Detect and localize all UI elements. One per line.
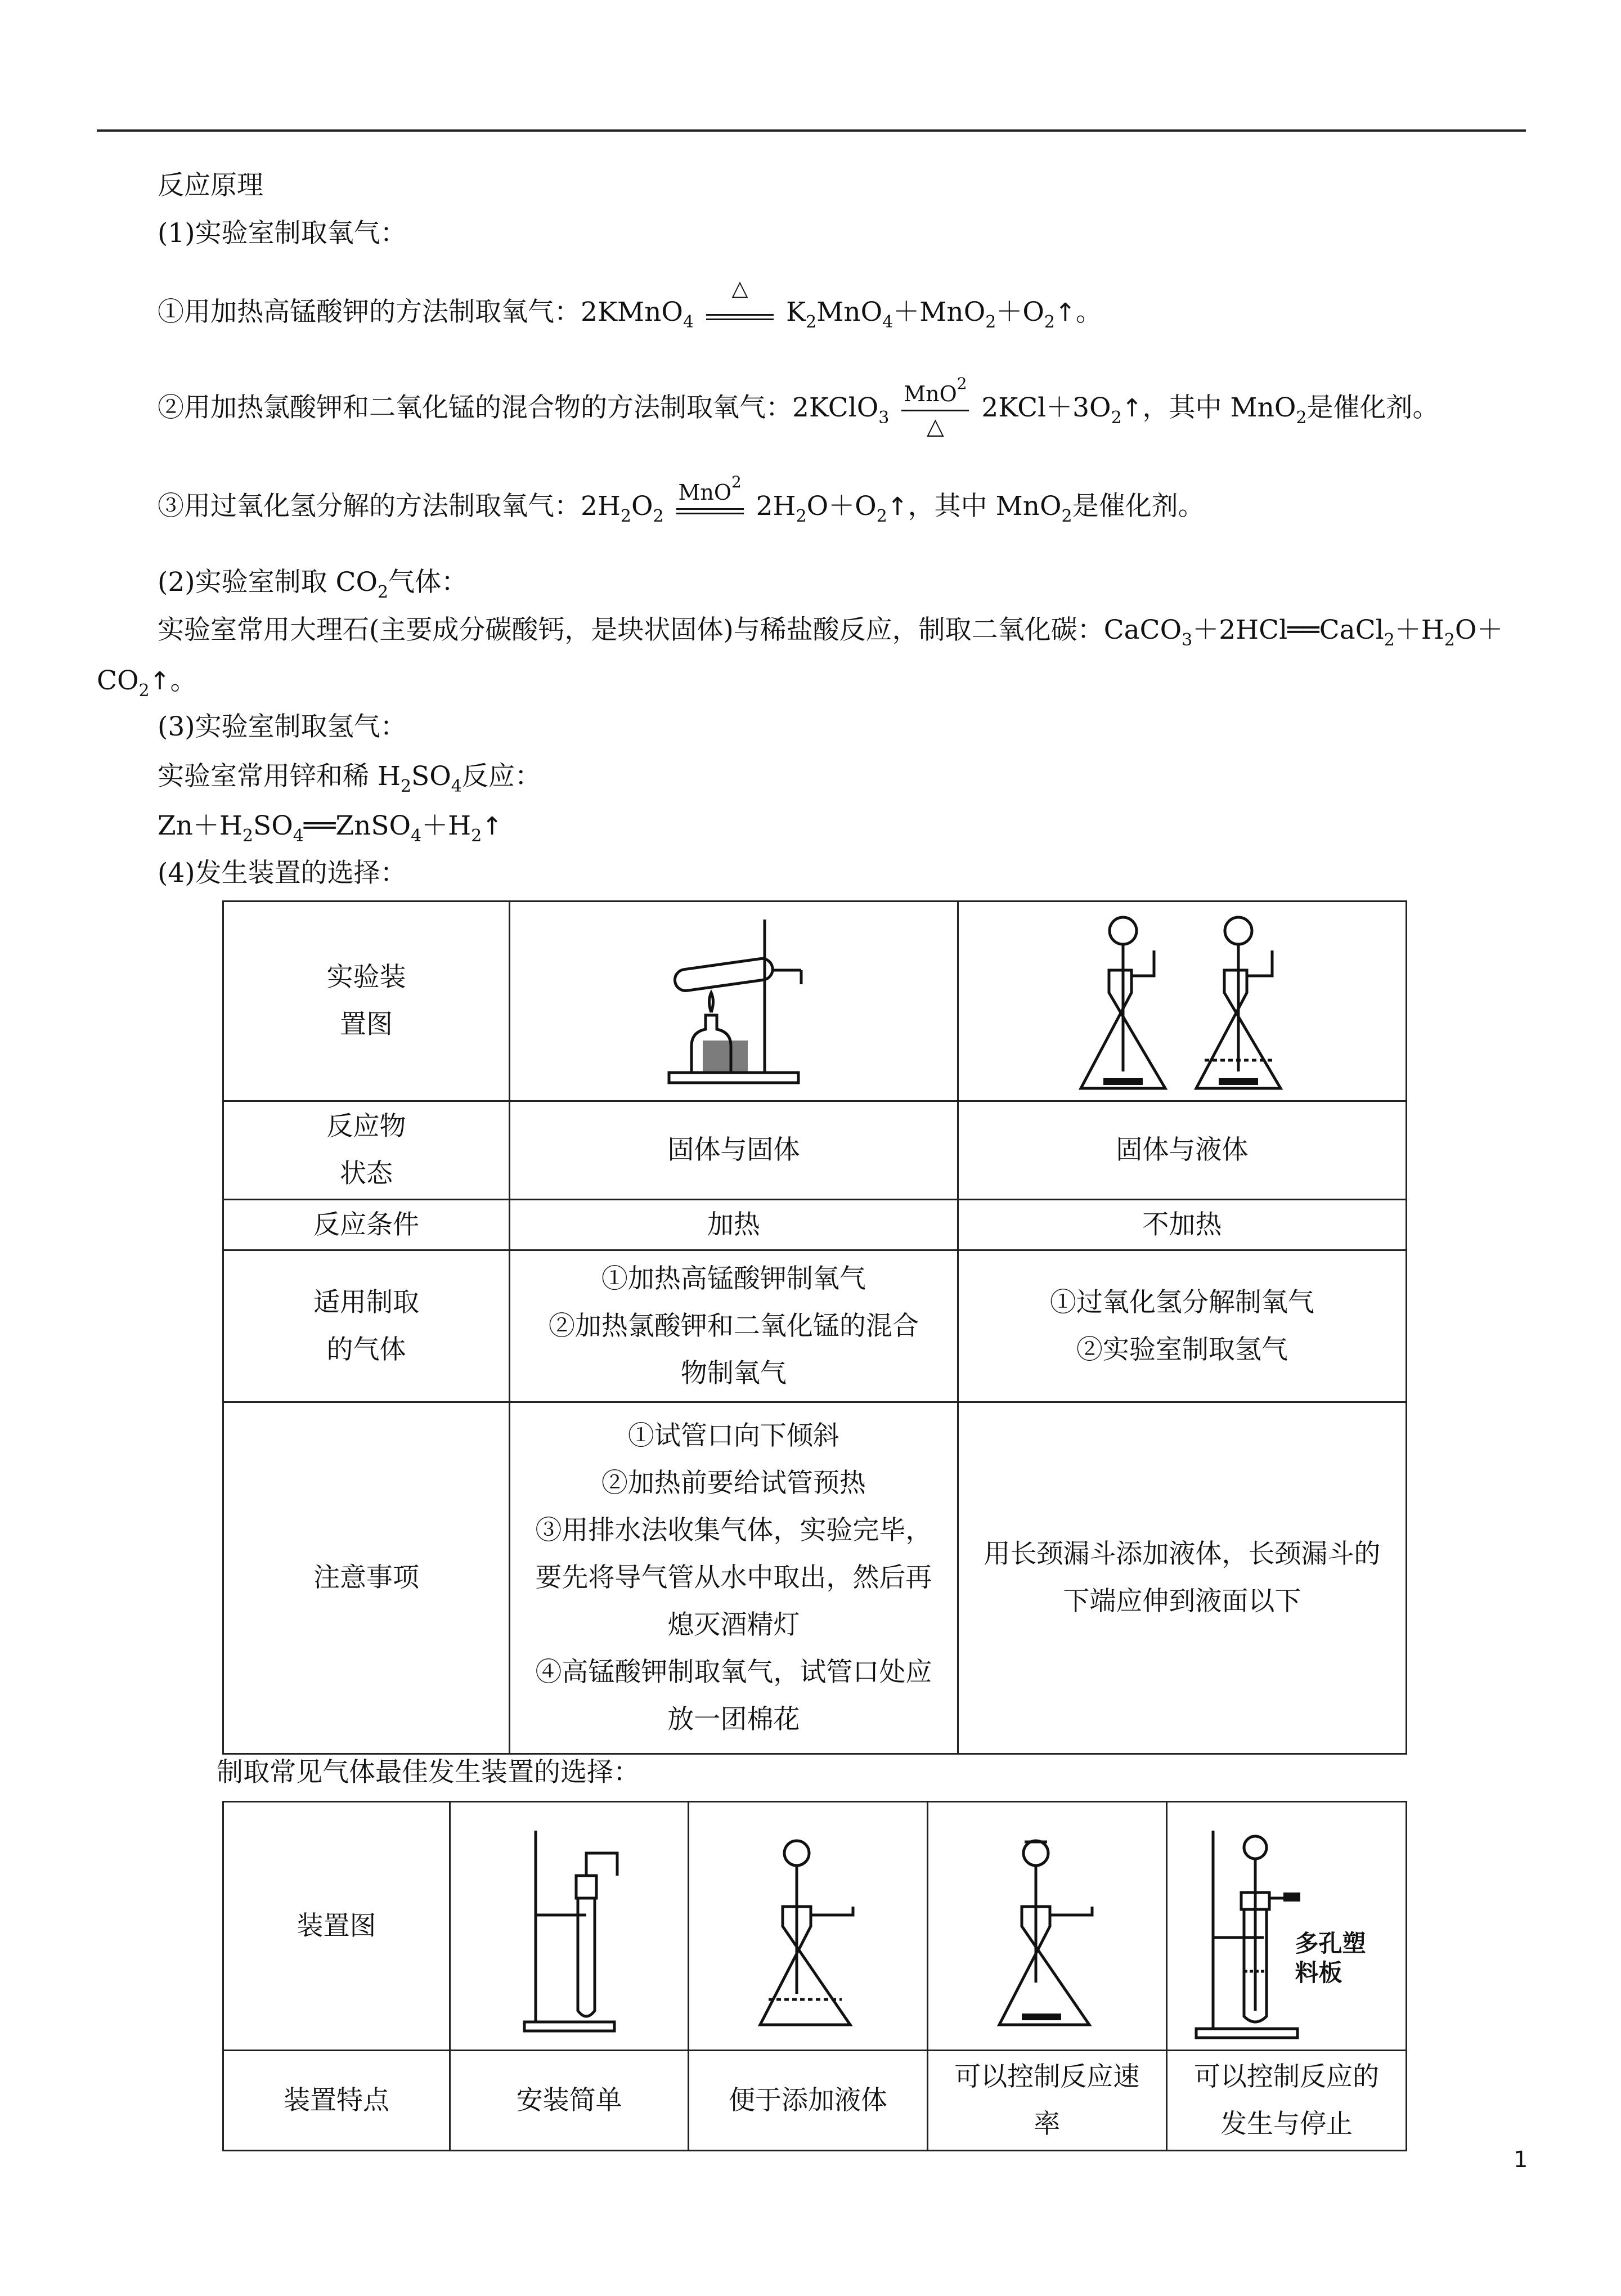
t1-cond-noheat: 不加热 xyxy=(958,1200,1406,1250)
t2-feature-rate: 可以控制反应速 率 xyxy=(927,2051,1166,2151)
t1-flask-apparatus-image xyxy=(958,902,1406,1101)
t2-feature-simple: 安装简单 xyxy=(450,2051,688,2151)
t1-notes-noheat: 用长颈漏斗添加液体，长颈漏斗的 下端应伸到液面以下 xyxy=(958,1402,1406,1754)
t2-funnel-flask-image xyxy=(689,1802,927,2051)
t1-state-solid-solid: 固体与固体 xyxy=(510,1101,958,1200)
apparatus-table xyxy=(222,900,1407,1755)
porous-plate-figure xyxy=(1185,1808,1309,2044)
t1-row5-header: 注意事项 xyxy=(223,1402,510,1754)
eq-kclo3: ②用加热氯酸钾和二氧化锰的混合物的方法制取氧气：2KClO$_3$ MnO$^2$ △ $2KCl+3O_2↑$，其中 MnO$_2$是催化剂。 xyxy=(158,374,1439,440)
best-apparatus-table xyxy=(222,1801,1407,2151)
section-heading: 反应原理 xyxy=(158,170,263,201)
header-rule xyxy=(97,129,1526,132)
heating-apparatus-figure xyxy=(658,908,810,1094)
eq-kmno4: ①用加热高锰酸钾的方法制取氧气：2KMnO$_4$ △ $K_2MnO_4+MnO_2+O_2↑$。 xyxy=(158,276,1102,332)
t1-gases-heating: ①加热高锰酸钾制氧气 ②加热氯酸钾和二氧化锰的混合 物制氧气 xyxy=(510,1250,958,1402)
sec3-title: (3)实验室制取氢气： xyxy=(158,711,407,742)
sec2-body: 实验室常用大理石(主要成分碳酸钙，是块状固体)与稀盐酸反应，制取二氧化碳：$CaCO_3+2HCl══CaCl_2+H_2O+$ xyxy=(158,615,1503,650)
eq-zinc: $Zn+H_2SO_4══ZnSO_4+H_2↑$ xyxy=(158,810,503,846)
sec3-body: 实验室常用锌和稀 $H_2SO_4$反应： xyxy=(158,761,541,796)
t1-row4-header: 适用制取 的气体 xyxy=(223,1250,510,1402)
t1-notes-heating: ①试管口向下倾斜 ②加热前要给试管预热 ③用排水法收集气体，实验完毕， 要先将导气管从水中取出，然后再 熄灭酒精灯 ④高锰酸钾制取氧气，试管口处应 放一团棉花 xyxy=(510,1402,958,1754)
porous-plate-label: 多孔塑 料板 xyxy=(1295,1929,1366,1986)
t1-row3-header: 反应条件 xyxy=(223,1200,510,1250)
t1-cond-heat: 加热 xyxy=(510,1200,958,1250)
sec1-title: (1)实验室制取氧气： xyxy=(158,218,407,249)
eq-h2o2: ③用过氧化氢分解的方法制取氧气：$2H_2O_2$ MnO$^2$ $2H_2O+O_2↑$，其中 MnO$_2$是催化剂。 xyxy=(158,473,1205,526)
t1-heating-apparatus-image xyxy=(510,902,958,1101)
t2-separatory-flask-image xyxy=(927,1802,1166,2051)
sec4-title: (4)发生装置的选择： xyxy=(158,858,407,889)
t2-row2-header: 装置特点 xyxy=(223,2051,450,2151)
t1-state-solid-liquid: 固体与液体 xyxy=(958,1101,1406,1200)
t1-row1-header: 实验装 置图 xyxy=(223,902,510,1101)
t2-row1-header: 装置图 xyxy=(223,1802,450,2051)
funnel-flask-figure xyxy=(752,1814,864,2039)
sec2-title: (2)实验室制取 $CO_2$气体： xyxy=(158,567,468,602)
t2-porous-plate-image xyxy=(1166,1802,1406,2051)
separatory-flask-figure xyxy=(991,1814,1103,2039)
t2-feature-start-stop: 可以控制反应的 发生与停止 xyxy=(1166,2051,1406,2151)
t2-tube-image xyxy=(450,1802,688,2051)
flask-apparatus-figure xyxy=(1070,908,1295,1094)
table2-caption: 制取常见气体最佳发生装置的选择： xyxy=(217,1757,640,1788)
test-tube-stand-figure xyxy=(513,1814,626,2039)
t1-gases-noheat: ①过氧化氢分解制氧气 ②实验室制取氢气 xyxy=(958,1250,1406,1402)
sec2-body-line2: $CO_2↑$。 xyxy=(97,665,197,701)
t2-feature-add-liquid: 便于添加液体 xyxy=(689,2051,927,2151)
page-number: 1 xyxy=(1514,2147,1528,2173)
t1-row2-header: 反应物 状态 xyxy=(223,1101,510,1200)
